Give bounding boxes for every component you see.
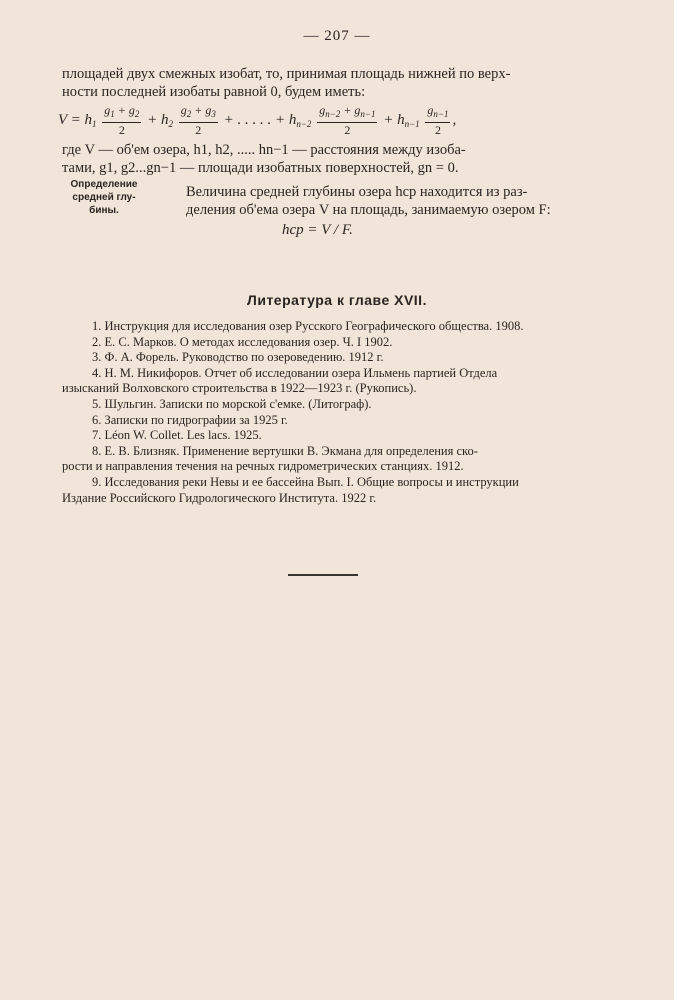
reference-line: 8. Е. В. Близняк. Применение вертушки В. Экмана для определения ско- (92, 443, 478, 458)
paragraph-line: Величина средней глубины озера hср находится из раз- (186, 184, 528, 200)
paragraph-line: где V — об'ем озера, h1, h2, ..... hn−1 — расстояния между изоба- (62, 142, 466, 158)
paragraph-line: деления об'ема озера V на площадь, занимаемую озером F: (186, 202, 551, 218)
reference-list (62, 319, 592, 506)
volume-formula: $V = h_1$ $\frac{g_1 + g_2}{2}$ + $h_2$ $\frac{g_2 + g_3}{2}$ + . . . . . + $h_{n-2}$ $\frac{g_{n-2} + g_{n-1}}{2}$ + $h_{n-1}$ $\frac{g_{n-1}}{2}$ , (58, 103, 457, 137)
reference-item (62, 444, 592, 475)
margin-note-line: бины. (89, 205, 119, 216)
reference-item (62, 413, 592, 429)
mean-depth-formula: hср = V / F. (282, 222, 353, 238)
reference-line: 2. Е. С. Марков. О методах исследования озер. Ч. I 1902. (92, 334, 393, 349)
reference-line: 7. Léon W. Collet. Les lacs. 1925. (92, 428, 262, 443)
reference-line: рости и направления течения на речных гидрометрических станциях. 1912. (62, 459, 464, 474)
reference-item (62, 319, 592, 335)
reference-item (62, 428, 592, 444)
paragraph-line: ности последней изобаты равной 0, будем иметь: (62, 84, 366, 100)
paragraph-line: площадей двух смежных изобат, то, принимая площадь нижней по верх- (62, 66, 511, 82)
reference-item (62, 397, 592, 413)
reference-line: 6. Записки по гидрографии за 1925 г. (92, 412, 288, 427)
reference-item (62, 366, 592, 397)
reference-line: 5. Шульгин. Записки по морской с'емке. (Литограф). (92, 396, 372, 411)
reference-line: 9. Исследования реки Невы и ее бассейна Вып. I. Общие вопросы и инструкции (92, 474, 519, 489)
reference-line: 3. Ф. А. Форель. Руководство по озероведению. 1912 г. (92, 350, 384, 365)
reference-line: Издание Российского Гидрологического Института. 1922 г. (62, 490, 377, 505)
reference-item (62, 350, 592, 366)
reference-line: изысканий Волховского строительства в 1922—1923 г. (Рукопись). (62, 381, 417, 396)
reference-item (62, 335, 592, 351)
margin-note (62, 178, 146, 217)
margin-note-line: средней глу- (72, 192, 136, 203)
section-divider (288, 574, 358, 576)
reference-line: 1. Инструкция для исследования озер Русского Географического общества. 1908. (92, 319, 524, 333)
literature-title: Литература к главе XVII. (247, 292, 427, 308)
paragraph-line: тами, g1, g2...gn−1 — площади изобатных поверхностей, gn = 0. (62, 160, 459, 176)
margin-note-line: Определение (70, 179, 138, 190)
reference-item (62, 475, 592, 506)
page-number: — 207 — (303, 28, 371, 44)
reference-line: 4. Н. М. Никифоров. Отчет об исследовании озера Ильмень партией Отдела (92, 365, 498, 380)
